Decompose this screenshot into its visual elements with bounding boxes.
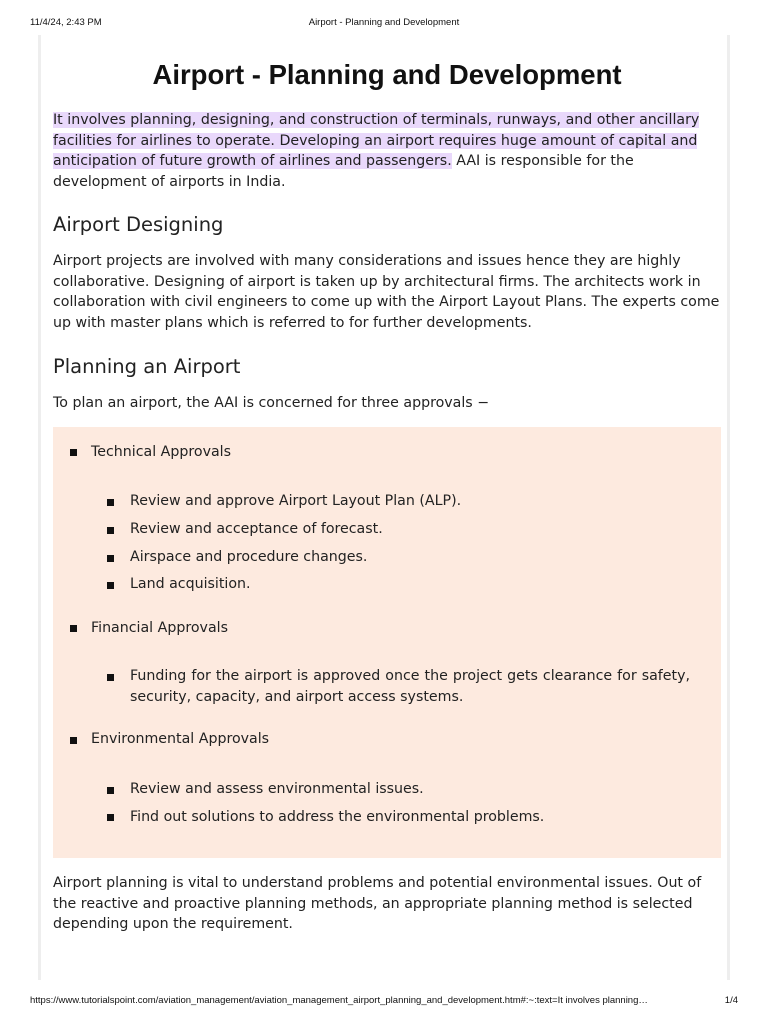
bullet-square-icon — [107, 814, 114, 821]
list-item: Find out solutions to address the environmental problems. — [130, 809, 545, 825]
article-card — [38, 35, 730, 980]
list-item: Review and assess environmental issues. — [130, 781, 424, 797]
print-doc-title: Airport - Planning and Development — [308, 17, 460, 28]
list-item: Land acquisition. — [130, 576, 251, 592]
intro-rest-text: AAI is responsible for the development of airports in India. — [53, 153, 634, 190]
section-heading-designing: Airport Designing — [53, 213, 224, 236]
list-item: Airspace and procedure changes. — [130, 549, 368, 565]
intro-paragraph — [53, 110, 721, 192]
closing-paragraph: Airport planning is vital to understand problems and potential environmental issues. Out of the reactive and proactive planning methods, an appropriate planning method is selected depending upon the requirement. — [53, 875, 702, 933]
bullet-square-icon — [107, 582, 114, 589]
bullet-square-icon — [70, 449, 77, 456]
planning-lead-paragraph: To plan an airport, the AAI is concerned for three approvals − — [53, 395, 490, 411]
bullet-square-icon — [107, 499, 114, 506]
approval-label-technical: Technical Approvals — [91, 444, 231, 460]
bullet-square-icon — [70, 737, 77, 744]
list-item: Review and approve Airport Layout Plan (ALP). — [130, 493, 462, 509]
bullet-square-icon — [107, 527, 114, 534]
print-header — [30, 17, 738, 31]
print-date: 11/4/24, 2:43 PM — [30, 17, 102, 28]
page-number: 1/4 — [724, 995, 738, 1006]
designing-paragraph: Airport projects are involved with many considerations and issues hence they are highly collaborative. Designing of airport is taken up by architectural firms. The architects work in collaboration with civil engineers to come up with the Airport Layout Plans. The experts come up with master plans which is referred to for further developments. — [53, 253, 720, 331]
page-title: Airport - Planning and Development — [152, 59, 622, 90]
highlighted-text: It involves planning, designing, and construction of terminals, runways, and other ancillary facilities for airlines to operate. Developing an airport requires huge amount of capital and anticipation of future growth of airlines and passengers. — [53, 112, 700, 170]
print-url: https://www.tutorialspoint.com/aviation_management/aviation_management_airport_planning_and_development.htm#:~:text=It involves planning… — [30, 995, 648, 1006]
bullet-square-icon — [107, 555, 114, 562]
approvals-list-box — [53, 427, 721, 858]
approval-label-financial: Financial Approvals — [91, 620, 228, 636]
bullet-square-icon — [70, 625, 77, 632]
list-item: Funding for the airport is approved once the project gets clearance for safety, security, capacity, and airport access systems. — [130, 668, 690, 705]
section-heading-planning: Planning an Airport — [53, 355, 241, 378]
approval-label-environmental: Environmental Approvals — [91, 731, 270, 747]
bullet-square-icon — [107, 787, 114, 794]
bullet-square-icon — [107, 674, 114, 681]
list-item: Review and acceptance of forecast. — [130, 521, 383, 537]
print-footer — [30, 995, 738, 1009]
